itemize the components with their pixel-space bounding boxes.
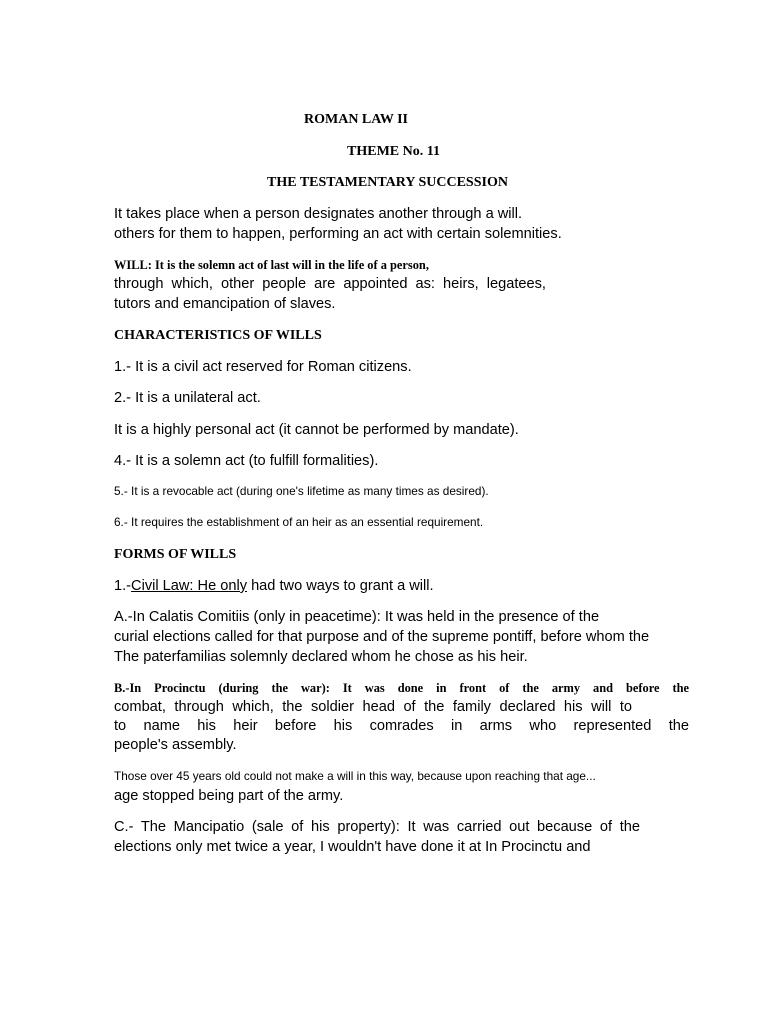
civil-law-line — [114, 577, 434, 596]
procinctu-bold: B.-In Procinctu (during the war): It was done in front of the army and before the — [114, 681, 689, 695]
characteristic-item: It is a highly personal act (it cannot be performed by mandate). — [114, 422, 519, 438]
characteristics-heading: CHARACTERISTICS OF WILLS — [114, 328, 322, 343]
age-note: Those over 45 years old could not make a will in this way, because upon reaching that age... — [114, 769, 596, 783]
page-title: ROMAN LAW II — [304, 112, 408, 127]
civil-law-rest: had two ways to grant a will. — [247, 578, 434, 594]
mancipatio-line-2: elections only met twice a year, I wouldn't have done it at In Procinctu and — [114, 839, 591, 855]
civil-law-prefix: 1.- — [114, 578, 132, 594]
characteristic-item: 4.- It is a solemn act (to fulfill formalities). — [114, 453, 379, 469]
calatis-line-2: curial elections called for that purpose and of the supreme pontiff, before whom the — [114, 629, 650, 645]
will-definition-bold: WILL: It is the solemn act of last will in the life of a person, — [114, 258, 429, 272]
procinctu-line-1: combat, through which, the soldier head of the family declared his will to — [114, 699, 632, 715]
intro-line-1: It takes place when a person designates another through a will. — [114, 206, 523, 222]
calatis-line-1: A.-In Calatis Comitiis (only in peacetime): It was held in the presence of the — [114, 609, 600, 625]
will-definition-line-2: tutors and emancipation of slaves. — [114, 296, 336, 312]
mancipatio-line-1: C.- The Mancipatio (sale of his property): It was carried out because of the — [114, 819, 640, 835]
section-title: THE TESTAMENTARY SUCCESSION — [267, 175, 508, 190]
calatis-line-3: The paterfamilias solemnly declared whom he chose as his heir. — [114, 649, 528, 665]
characteristic-item: 1.- It is a civil act reserved for Roman citizens. — [114, 359, 412, 375]
will-definition-line-1: through which, other people are appointed as: heirs, legatees, — [114, 276, 546, 292]
procinctu-line-2: to name his heir before his comrades in arms who represented the — [114, 718, 689, 734]
characteristic-item: 5.- It is a revocable act (during one's lifetime as many times as desired). — [114, 484, 489, 498]
civil-law-underlined: Civil Law: He only — [131, 578, 248, 594]
age-note-continuation: age stopped being part of the army. — [114, 788, 344, 804]
characteristic-item: 2.- It is a unilateral act. — [114, 390, 261, 406]
forms-heading: FORMS OF WILLS — [114, 547, 237, 562]
procinctu-line-3: people's assembly. — [114, 737, 237, 753]
characteristic-item: 6.- It requires the establishment of an heir as an essential requirement. — [114, 515, 484, 529]
theme-number: THEME No. 11 — [347, 144, 440, 159]
intro-line-2: others for them to happen, performing an act with certain solemnities. — [114, 226, 562, 242]
